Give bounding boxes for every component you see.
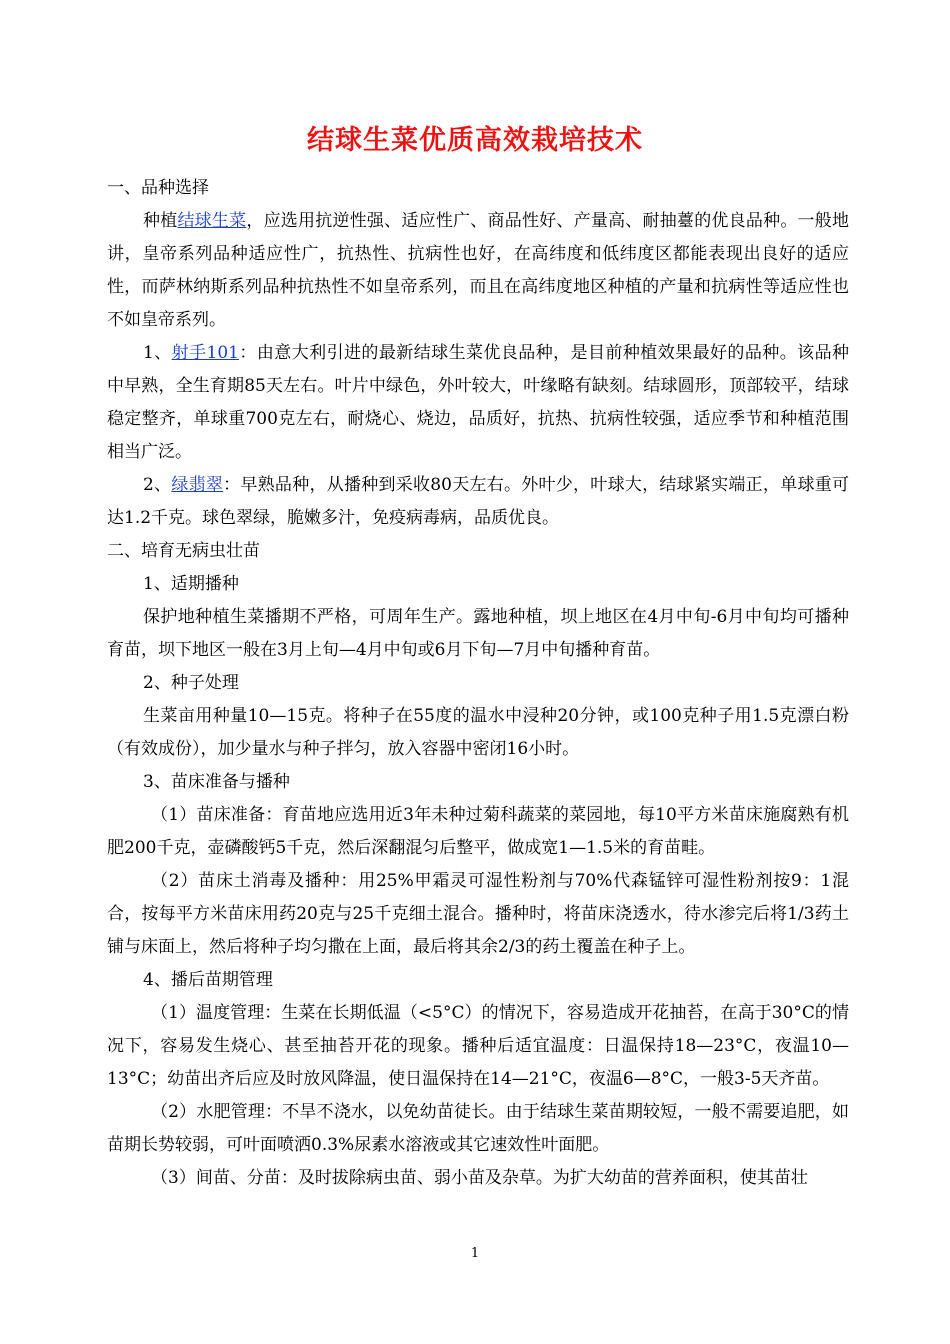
document-title: 结球生菜优质高效栽培技术 [307,125,643,156]
paragraph-seed-treatment: 生菜亩用种量10—15克。将种子在55度的温水中浸种20分钟，或100克种子用1.5克漂白粉（有效成份），加少量水与种子拌匀，放入容器中密闭16小时。 [107,706,849,759]
page-number: 1 [470,1246,480,1261]
paragraph-seedbed-disinfect: （2）苗床土消毒及播种：用25%甲霜灵可湿性粉剂与70%代森锰锌可湿性粉剂按9：1混合，按每平方米苗床用药20克与25千克细土混合。播种时，将苗床浇透水，待水渗完后将1/3药土铺与床面上，然后将种子均匀撒在上面，最后将其余2/3的药土覆盖在种子上。 [107,871,849,957]
paragraph-variety-2 [107,469,849,535]
paragraph-variety-1 [107,337,849,469]
subheading-sowing-time: 1、适期播种 [143,574,239,594]
link-lvfeicui[interactable]: 绿翡翠 [171,475,224,495]
section-1-heading: 一、品种选择 [107,178,209,198]
link-lettuce[interactable]: 结球生菜 [177,211,247,231]
paragraph-variety-intro [107,205,849,337]
subheading-seedbed: 3、苗床准备与播种 [143,772,290,792]
subheading-seedling-management: 4、播后苗期管理 [143,970,273,990]
text-run: 2、 [143,475,172,495]
text-run: 种植 [143,211,178,231]
subheading-seed-treatment: 2、种子处理 [143,673,239,693]
link-sheshou-101[interactable]: 射手101 [171,343,239,363]
paragraph-seedbed-prep: （1）苗床准备：育苗地应选用近3年未种过菊科蔬菜的菜园地，每10平方米苗床施腐熟有机肥200千克，壶磷酸钙5千克，然后深翻混匀后整平，做成宽1—1.5米的育苗畦。 [107,805,849,858]
section-2-heading: 二、培育无病虫壮苗 [107,541,260,561]
paragraph-water-fertilizer: （2）水肥管理：不旱不浇水，以免幼苗徒长。由于结球生菜苗期较短，一般不需要追肥，如苗期长势较弱，可叶面喷洒0.3%尿素水溶液或其它速效性叶面肥。 [107,1102,849,1155]
document-body [107,172,849,1195]
text-run: ：由意大利引进的最新结球生菜优良品种，是目前种植效果最好的品种。该品种中早熟，全生育期85天左右。叶片中绿色，外叶较大，叶缘略有缺刻。结球圆形，顶部较平，结球稳定整齐，单球重700克左右，耐烧心、烧边，品质好，抗热、抗病性较强，适应季节和种植范围相当广泛。 [107,343,850,462]
paragraph-thinning: （3）间苗、分苗：及时拔除病虫苗、弱小苗及杂草。为扩大幼苗的营养面积，使其苗壮 [151,1168,808,1188]
paragraph-temperature: （1）温度管理：生菜在长期低温（<5°C）的情况下，容易造成开花抽苔，在高于30°C的情况下，容易发生烧心、甚至抽苔开花的现象。播种后适宜温度：日温保持18—23°C，夜温10—13°C；幼苗出齐后应及时放风降温，使日温保持在14—21°C，夜温6—8°C，一般3-5天齐苗。 [107,1003,849,1089]
text-run: 1、 [143,343,172,363]
paragraph-sowing-time: 保护地种植生菜播期不严格，可周年生产。露地种植，坝上地区在4月中旬-6月中旬均可播种育苗，坝下地区一般在3月上旬—4月中旬或6月下旬—7月中旬播种育苗。 [107,607,849,660]
text-run: ，应选用抗逆性强、适应性广、商品性好、产量高、耐抽薹的优良品种。一般地讲，皇帝系列品种适应性广，抗热性、抗病性也好，在高纬度和低纬度区都能表现出良好的适应性，而萨林纳斯系列品种抗热性不如皇帝系列，而且在高纬度地区种植的产量和抗病性等适应性也不如皇帝系列。 [107,211,850,330]
text-run: ：早熟品种，从播种到采收80天左右。外叶少，叶球大，结球紧实端正，单球重可达1.2千克。球色翠绿，脆嫩多汁，免疫病毒病，品质优良。 [107,475,849,528]
